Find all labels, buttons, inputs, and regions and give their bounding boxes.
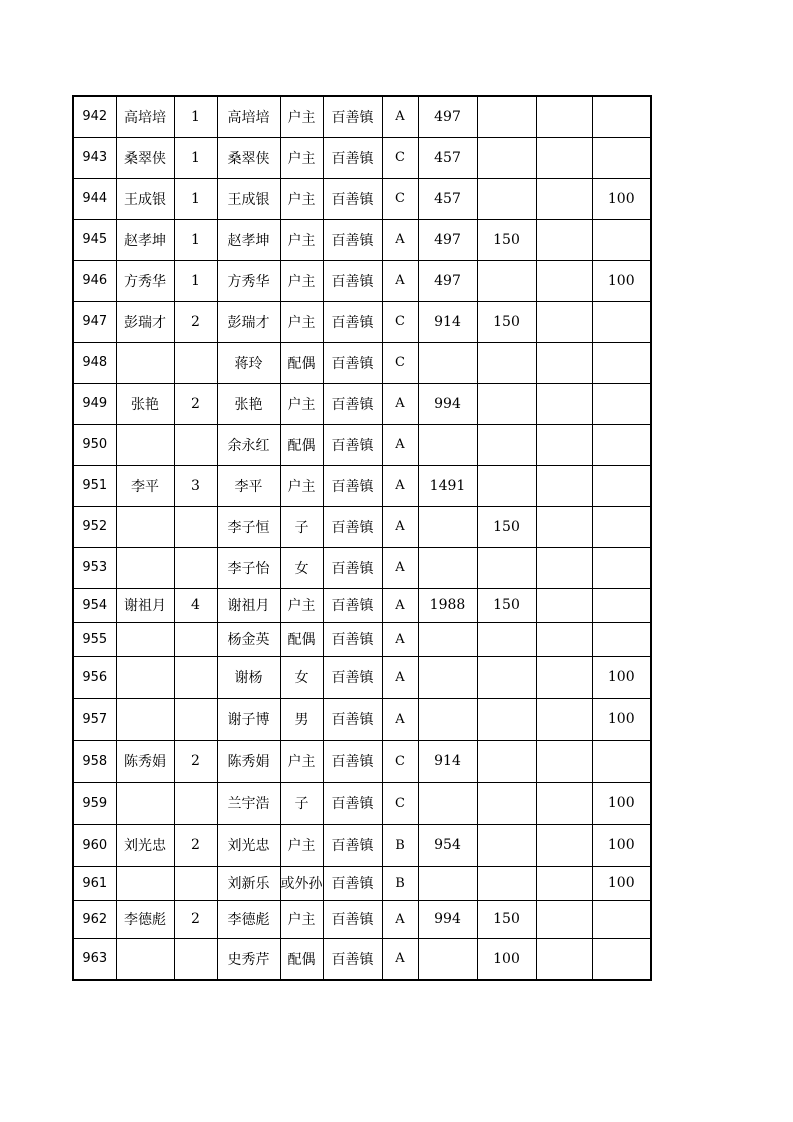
household-head-cell: 李德彪 [116,900,174,938]
amount-a-cell: 457 [418,178,477,219]
row-number-cell: 942 [73,96,116,137]
household-size-cell: 2 [174,383,217,424]
amount-c-cell [536,465,592,506]
grade-cell: A [382,424,418,465]
amount-c-cell [536,383,592,424]
grade-cell: A [382,260,418,301]
amount-b-cell [477,383,536,424]
amount-a-cell: 497 [418,96,477,137]
amount-b-cell [477,260,536,301]
household-head-cell: 李平 [116,465,174,506]
amount-a-cell [418,782,477,824]
amount-d-cell: 100 [592,260,651,301]
household-head-cell: 王成银 [116,178,174,219]
row-number-cell: 945 [73,219,116,260]
household-head-cell [116,506,174,547]
household-size-cell [174,342,217,383]
amount-c-cell [536,740,592,782]
grade-cell: B [382,824,418,866]
amount-c-cell [536,178,592,219]
household-size-cell [174,547,217,588]
relation-cell: 子 [280,506,323,547]
amount-a-cell: 457 [418,137,477,178]
amount-d-cell [592,96,651,137]
amount-b-cell [477,698,536,740]
town-cell: 百善镇 [323,698,382,740]
amount-d-cell [592,301,651,342]
amount-a-cell [418,342,477,383]
amount-a-cell: 1491 [418,465,477,506]
amount-c-cell [536,782,592,824]
grade-cell: C [382,137,418,178]
member-name-cell: 李德彪 [217,900,280,938]
table-row [73,219,651,260]
row-number-cell: 961 [73,866,116,900]
amount-d-cell [592,740,651,782]
household-head-cell: 高培培 [116,96,174,137]
row-number-cell: 953 [73,547,116,588]
member-name-cell: 桑翠侠 [217,137,280,178]
row-number-cell: 952 [73,506,116,547]
household-size-cell [174,424,217,465]
amount-d-cell [592,219,651,260]
table-row [73,96,651,137]
amount-a-cell: 954 [418,824,477,866]
amount-d-cell [592,342,651,383]
relation-cell: 配偶 [280,938,323,980]
amount-a-cell: 497 [418,219,477,260]
table-row [73,424,651,465]
amount-a-cell [418,622,477,656]
household-size-cell: 2 [174,824,217,866]
amount-c-cell [536,301,592,342]
town-cell: 百善镇 [323,547,382,588]
household-head-cell [116,342,174,383]
table-row [73,506,651,547]
grade-cell: A [382,900,418,938]
amount-c-cell [536,96,592,137]
amount-c-cell [536,588,592,622]
amount-c-cell [536,260,592,301]
amount-b-cell [477,137,536,178]
row-number-cell: 954 [73,588,116,622]
amount-d-cell [592,383,651,424]
amount-b-cell [477,178,536,219]
row-number-cell: 949 [73,383,116,424]
relation-cell: 户主 [280,740,323,782]
household-head-cell [116,424,174,465]
row-number-cell: 962 [73,900,116,938]
amount-c-cell [536,622,592,656]
amount-d-cell [592,424,651,465]
household-size-cell: 4 [174,588,217,622]
relation-cell: 配偶 [280,424,323,465]
amount-a-cell: 994 [418,900,477,938]
row-number-cell: 951 [73,465,116,506]
member-name-cell: 刘新乐 [217,866,280,900]
household-size-cell: 1 [174,137,217,178]
town-cell: 百善镇 [323,588,382,622]
amount-a-cell: 994 [418,383,477,424]
amount-b-cell: 150 [477,506,536,547]
member-name-cell: 赵孝坤 [217,219,280,260]
household-head-cell: 赵孝坤 [116,219,174,260]
amount-b-cell [477,866,536,900]
member-name-cell: 高培培 [217,96,280,137]
grade-cell: C [382,342,418,383]
amount-d-cell [592,137,651,178]
household-size-cell [174,938,217,980]
amount-b-cell: 150 [477,588,536,622]
member-name-cell: 刘光忠 [217,824,280,866]
amount-b-cell: 100 [477,938,536,980]
amount-d-cell [592,622,651,656]
amount-c-cell [536,547,592,588]
relation-cell: 户主 [280,824,323,866]
town-cell: 百善镇 [323,219,382,260]
household-size-cell [174,622,217,656]
household-head-cell: 陈秀娟 [116,740,174,782]
table-row [73,698,651,740]
amount-b-cell [477,547,536,588]
amount-a-cell [418,938,477,980]
grade-cell: C [382,301,418,342]
member-name-cell: 蒋玲 [217,342,280,383]
table-row [73,938,651,980]
amount-d-cell: 100 [592,178,651,219]
amount-c-cell [536,900,592,938]
amount-d-cell: 100 [592,656,651,698]
town-cell: 百善镇 [323,938,382,980]
table-row [73,301,651,342]
grade-cell: A [382,506,418,547]
town-cell: 百善镇 [323,424,382,465]
row-number-cell: 959 [73,782,116,824]
relation-cell: 户主 [280,219,323,260]
amount-d-cell [592,900,651,938]
amount-b-cell: 150 [477,219,536,260]
member-name-cell: 兰宇浩 [217,782,280,824]
grade-cell: A [382,96,418,137]
member-name-cell: 李子怡 [217,547,280,588]
household-size-cell [174,698,217,740]
household-head-cell [116,622,174,656]
relation-cell: 户主 [280,900,323,938]
town-cell: 百善镇 [323,824,382,866]
row-number-cell: 957 [73,698,116,740]
row-number-cell: 944 [73,178,116,219]
member-name-cell: 王成银 [217,178,280,219]
row-number-cell: 943 [73,137,116,178]
town-cell: 百善镇 [323,866,382,900]
household-head-cell: 谢祖月 [116,588,174,622]
household-size-cell: 1 [174,96,217,137]
grade-cell: A [382,656,418,698]
household-size-cell: 2 [174,740,217,782]
amount-a-cell: 1988 [418,588,477,622]
amount-a-cell [418,656,477,698]
table-row [73,260,651,301]
amount-d-cell [592,588,651,622]
amount-a-cell [418,866,477,900]
town-cell: 百善镇 [323,178,382,219]
row-number-cell: 958 [73,740,116,782]
amount-d-cell [592,938,651,980]
amount-c-cell [536,506,592,547]
amount-d-cell [592,465,651,506]
row-number-cell: 963 [73,938,116,980]
table-row [73,547,651,588]
amount-a-cell [418,547,477,588]
relation-cell: 户主 [280,301,323,342]
amount-d-cell: 100 [592,824,651,866]
member-name-cell: 谢子博 [217,698,280,740]
relation-cell: 户主 [280,137,323,178]
relation-cell: 户主 [280,383,323,424]
member-name-cell: 李平 [217,465,280,506]
household-size-cell [174,656,217,698]
grade-cell: A [382,938,418,980]
amount-a-cell [418,698,477,740]
household-size-cell: 2 [174,900,217,938]
amount-c-cell [536,219,592,260]
table-row [73,900,651,938]
member-name-cell: 张艳 [217,383,280,424]
household-head-cell: 桑翠侠 [116,137,174,178]
town-cell: 百善镇 [323,260,382,301]
grade-cell: C [382,178,418,219]
household-size-cell: 1 [174,260,217,301]
household-head-cell [116,866,174,900]
amount-c-cell [536,866,592,900]
table-row [73,740,651,782]
amount-d-cell: 100 [592,698,651,740]
grade-cell: A [382,622,418,656]
amount-b-cell: 150 [477,301,536,342]
amount-a-cell: 497 [418,260,477,301]
household-head-cell: 刘光忠 [116,824,174,866]
household-size-cell: 2 [174,301,217,342]
amount-d-cell [592,547,651,588]
relation-cell: 女 [280,547,323,588]
household-size-cell [174,506,217,547]
grade-cell: B [382,866,418,900]
table-row [73,137,651,178]
household-head-cell [116,698,174,740]
member-name-cell: 史秀芹 [217,938,280,980]
table-row [73,622,651,656]
household-size-cell: 3 [174,465,217,506]
grade-cell: A [382,383,418,424]
grade-cell: A [382,588,418,622]
household-head-cell [116,547,174,588]
table-row [73,656,651,698]
town-cell: 百善镇 [323,740,382,782]
town-cell: 百善镇 [323,96,382,137]
row-number-cell: 947 [73,301,116,342]
relation-cell: 女 [280,656,323,698]
table-row [73,178,651,219]
amount-a-cell [418,424,477,465]
amount-b-cell [477,342,536,383]
amount-c-cell [536,342,592,383]
town-cell: 百善镇 [323,506,382,547]
amount-c-cell [536,424,592,465]
household-head-cell: 方秀华 [116,260,174,301]
member-name-cell: 余永红 [217,424,280,465]
grade-cell: A [382,465,418,506]
grade-cell: A [382,547,418,588]
amount-b-cell [477,622,536,656]
household-size-cell: 1 [174,219,217,260]
amount-c-cell [536,824,592,866]
town-cell: 百善镇 [323,900,382,938]
amount-d-cell: 100 [592,866,651,900]
amount-b-cell [477,656,536,698]
row-number-cell: 950 [73,424,116,465]
row-number-cell: 960 [73,824,116,866]
town-cell: 百善镇 [323,656,382,698]
row-number-cell: 955 [73,622,116,656]
table-row [73,866,651,900]
grade-cell: C [382,740,418,782]
table-row [73,782,651,824]
member-name-cell: 方秀华 [217,260,280,301]
relation-cell: 户主 [280,465,323,506]
relation-cell: 户主 [280,588,323,622]
town-cell: 百善镇 [323,342,382,383]
table-row [73,588,651,622]
relation-cell: 或外孙 [280,866,323,900]
member-name-cell: 李子恒 [217,506,280,547]
town-cell: 百善镇 [323,137,382,178]
grade-cell: A [382,698,418,740]
amount-d-cell [592,506,651,547]
row-number-cell: 946 [73,260,116,301]
amount-b-cell [477,740,536,782]
row-number-cell: 956 [73,656,116,698]
table-row [73,383,651,424]
member-name-cell: 谢祖月 [217,588,280,622]
household-head-cell: 彭瑞才 [116,301,174,342]
town-cell: 百善镇 [323,622,382,656]
relation-cell: 配偶 [280,342,323,383]
household-size-cell: 1 [174,178,217,219]
amount-b-cell: 150 [477,900,536,938]
relation-cell: 户主 [280,96,323,137]
amount-b-cell [477,96,536,137]
town-cell: 百善镇 [323,782,382,824]
amount-a-cell [418,506,477,547]
amount-a-cell: 914 [418,301,477,342]
amount-b-cell [477,782,536,824]
amount-b-cell [477,824,536,866]
grade-cell: C [382,782,418,824]
relation-cell: 子 [280,782,323,824]
amount-c-cell [536,698,592,740]
relation-cell: 户主 [280,260,323,301]
table-row [73,342,651,383]
grade-cell: A [382,219,418,260]
amount-a-cell: 914 [418,740,477,782]
household-size-cell [174,782,217,824]
household-head-cell [116,782,174,824]
relation-cell: 配偶 [280,622,323,656]
member-name-cell: 杨金英 [217,622,280,656]
household-table [72,95,652,981]
household-head-cell [116,656,174,698]
household-head-cell: 张艳 [116,383,174,424]
relation-cell: 户主 [280,178,323,219]
household-size-cell [174,866,217,900]
amount-d-cell: 100 [592,782,651,824]
member-name-cell: 谢杨 [217,656,280,698]
relation-cell: 男 [280,698,323,740]
household-head-cell [116,938,174,980]
table-row [73,824,651,866]
table-row [73,465,651,506]
amount-b-cell [477,424,536,465]
town-cell: 百善镇 [323,301,382,342]
amount-c-cell [536,137,592,178]
amount-c-cell [536,938,592,980]
member-name-cell: 陈秀娟 [217,740,280,782]
amount-b-cell [477,465,536,506]
row-number-cell: 948 [73,342,116,383]
town-cell: 百善镇 [323,383,382,424]
amount-c-cell [536,656,592,698]
member-name-cell: 彭瑞才 [217,301,280,342]
town-cell: 百善镇 [323,465,382,506]
